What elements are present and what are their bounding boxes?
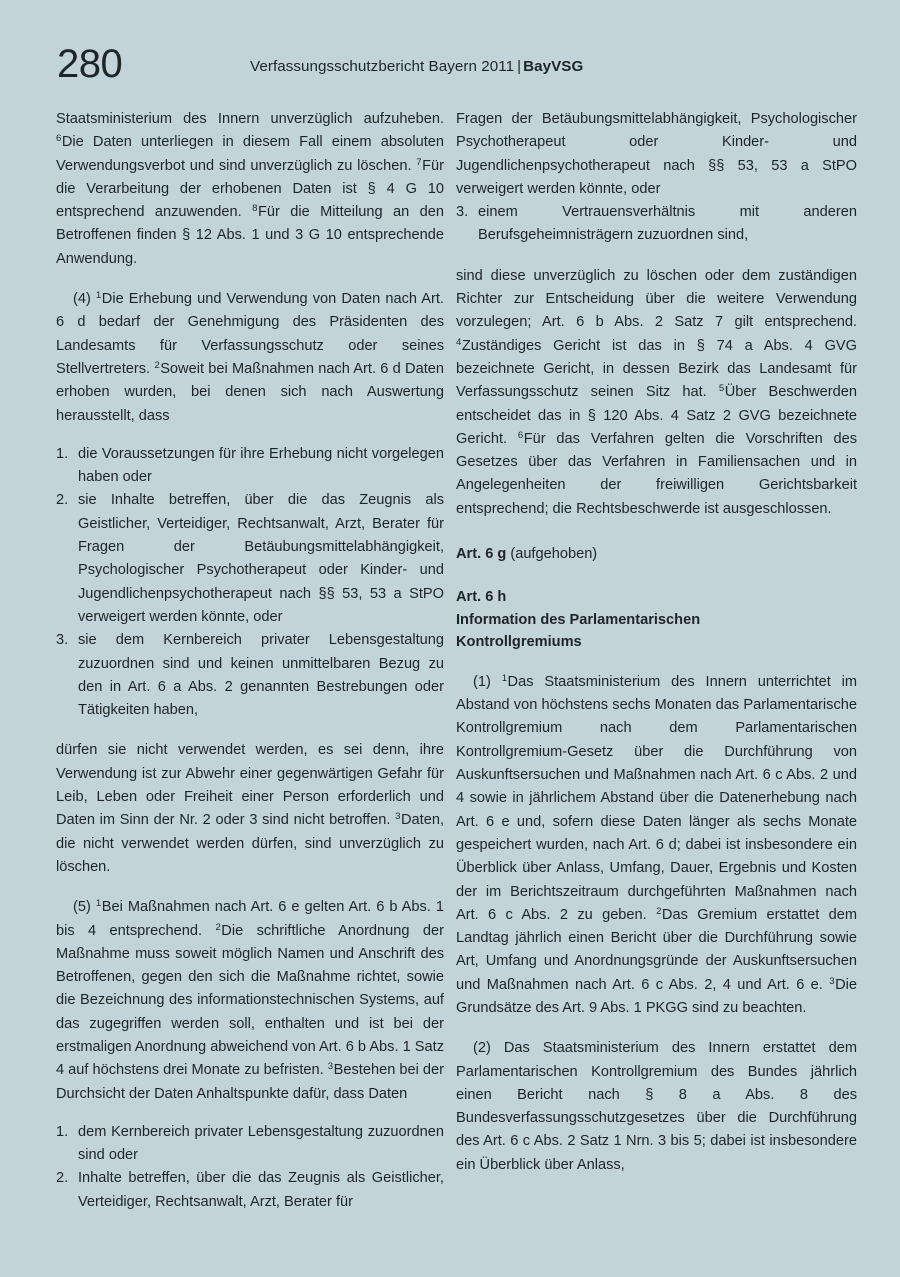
absatz-4-after-text-b: Daten, die nicht verwendet werden dürfen, sind unverzüglich zu löschen.	[56, 812, 444, 875]
absatz-5-text-c: Bestehen bei der Durchsicht der Daten Anhaltspunkte dafür, dass Daten	[56, 1062, 444, 1102]
heading-art-6h-title-line-2: Kontrollgremiums	[456, 634, 582, 651]
satz-marker-2: 2	[154, 359, 160, 371]
heading-art-6h-article: Art. 6 h	[456, 589, 507, 606]
list-item	[56, 489, 444, 629]
absatz-4-text-b: Soweit bei Maßnahmen nach Art. 6 d Daten erhoben wurden, bei denen sich nach Auswertung herausstellt, dass	[56, 360, 444, 424]
list-item	[56, 443, 444, 490]
absatz-4-after-text-a: dürfen sie nicht verwendet werden, es sei denn, ihre Verwendung ist zur Abwehr einer gegenwärtigen Gefahr für Leib, Leben oder Freiheit einer Person erforderlich und Daten im Sinn der Nr. 2 oder 3 sind nicht betroffen.	[56, 742, 444, 829]
para-continued-text-2: Die Daten unterliegen in diesem Fall einem absoluten Verwendungsverbot und sind unverzüglich zu löschen.	[56, 134, 444, 174]
absatz-4-list	[56, 443, 444, 723]
absatz-2-marker: (2)	[473, 1040, 491, 1057]
list-item-text: einem Vertrauensverhältnis mit anderen Berufsgeheimnisträgern zuzuordnen sind,	[478, 204, 857, 244]
list-item-number: 2.	[56, 492, 69, 509]
footnote-marker-6: 6	[56, 133, 62, 145]
absatz-1-marker: (1)	[473, 673, 491, 690]
paragraph-absatz-5	[56, 896, 444, 1106]
paragraph-absatz-4-closing	[56, 739, 444, 879]
paragraph-absatz-4	[56, 288, 444, 428]
satz-marker-1: 1	[95, 898, 102, 910]
absatz-5-text-a: Bei Maßnahmen nach Art. 6 e gelten Art. 6 b Abs. 1 bis 4 entsprechend.	[56, 899, 444, 939]
para-continued-text-4: Für die Mitteilung an den Betroffenen finden § 12 Abs. 1 und 3 G 10 entsprechende Anwendung.	[56, 204, 445, 267]
heading-art-6g-article: Art. 6 g	[456, 546, 507, 563]
paragraph-continued	[56, 108, 444, 271]
heading-art-6g	[456, 543, 857, 566]
list-item-text: dem Kernbereich privater Lebensgestaltung zuzuordnen sind oder	[78, 1123, 444, 1164]
para-continued-text-1: Staatsministerium des Innern unverzüglich aufzuheben.	[56, 111, 444, 127]
satz-marker-1: 1	[501, 672, 508, 684]
list-item-number: 1.	[56, 1123, 69, 1140]
absatz-4-marker: (4)	[73, 291, 91, 308]
absatz-1-text-a: Das Staatsministerium des Innern unterrichtet im Abstand von höchstens sechs Monaten das Parlamentarische Kontrollgremium nach dem Parlamentarischen Kontrollgremium-Gesetz über die Durchführung von Auskunftsersuchen und Maßnahmen nach Art. 6 c Abs. 2 und 4 sowie in jährlichem Abstand über die Datenerhebung nach Art. 6 e und, sofern diese Daten länger als sechs Monate gespeichert wurden, nach Art. 6 d; dabei ist insbesondere ein Überblick über Anlass, Umfang, Dauer, Ergebnis und Kosten der im Berichtszeitraum durchgeführten Maßnahmen nach Art. 6 c Abs. 2 zu geben.	[456, 673, 857, 923]
absatz-5-list	[56, 1121, 444, 1214]
satz-marker-5: 5	[718, 383, 725, 395]
absatz-5-text-b: Die schriftliche Anordnung der Maßnahme muss soweit möglich Namen und Anschrift des Betroffenen, gegen den sich die Maßnahme richtet, sowie die Bezeichnung des informationstechnischen Systems, auf das zugegriffen werden soll, enthalten und ist bei der erstmaligen Anordnung abweichend von Art. 6 b Abs. 1 Satz 4 auf höchstens drei Monate zu befristen.	[56, 922, 444, 1079]
list-item-number: 3.	[56, 632, 69, 649]
absatz-5-marker: (5)	[73, 899, 91, 916]
footnote-marker-7: 7	[416, 156, 422, 168]
list-item	[56, 1121, 444, 1168]
after-list-text-c: Über Beschwerden entscheidet das in § 120 Abs. 4 Satz 2 GVG bezeichnete Gericht.	[456, 384, 857, 447]
left-column	[56, 108, 444, 1214]
paragraph-absatz-1	[456, 671, 857, 1020]
heading-art-6h-title-line-1: Information des Parlamentarischen	[456, 611, 701, 628]
list-item-text: die Voraussetzungen für ihre Erhebung nicht vorgelegen haben oder	[78, 445, 444, 486]
satz-marker-4: 4	[456, 336, 462, 348]
heading-art-6h	[456, 586, 857, 654]
after-list-text-d: Für das Verfahren gelten die Vorschriften des Gesetzes über das Verfahren in Familiensachen und in Angelegenheiten der freiwilligen Gerichtsbarkeit entsprechend; die Rechtsbeschwerde ist ausgeschlossen.	[456, 430, 858, 517]
after-list-text-b: Zuständiges Gericht ist das in § 74 a Abs. 4 GVG bezeichnete Gericht, in dessen Bezirk das Landesamt für Verfassungsschutz seinen Sitz hat.	[456, 337, 857, 401]
paragraph-absatz-2	[456, 1037, 857, 1177]
list-item-number: 1.	[56, 445, 69, 462]
satz-marker-1: 1	[95, 290, 102, 302]
satz-marker-6: 6	[517, 429, 524, 441]
list-item-number: 3.	[456, 204, 469, 221]
page-number: 280	[57, 42, 123, 86]
list-item	[456, 201, 857, 248]
list-item-text: Fragen der Betäubungsmittelabhängigkeit, Psychologischer Psychotherapeut oder Kinder- und Jugendlichenpsychotherapeut nach §§ 53, 53 a StPO verweigert werden könnte, oder	[456, 111, 857, 197]
list-continued-from-left-column	[456, 108, 857, 248]
list-item	[56, 1167, 444, 1214]
heading-art-6g-note: (aufgehoben)	[510, 546, 598, 563]
list-item-text: Inhalte betreffen, über die das Zeugnis als Geistlicher, Verteidiger, Rechtsanwalt, Arzt, Berater für	[78, 1170, 444, 1210]
list-item-text: sie dem Kernbereich privater Lebensgestaltung zuzuordnen sind und keinen unmittelbaren Bezug zu den in Art. 6 a Abs. 2 genannten Bestrebungen oder Tätigkeiten haben,	[78, 632, 444, 719]
absatz-1-text-c: Die Grundsätze des Art. 9 Abs. 1 PKGG sind zu beachten.	[456, 976, 857, 1016]
para-continued-text-3: Für die Verarbeitung der erhobenen Daten ist § 4 G 10 entsprechend anzuwenden.	[56, 157, 444, 221]
satz-marker-2: 2	[656, 905, 662, 917]
absatz-1-text-b: Das Gremium erstattet dem Landtag jährlich einen Bericht über die Durchführung sowie Art, Umfang und Anordnungsgründe der Auskunftsersuchen und Maßnahmen nach Art. 6 c Abs. 2, 4 und Art. 6 e.	[456, 906, 858, 993]
paragraph-after-list	[456, 265, 857, 521]
satz-marker-2: 2	[215, 921, 221, 933]
satz-marker-3: 3	[395, 811, 401, 823]
list-item	[56, 629, 444, 722]
running-head-title	[250, 58, 583, 76]
footnote-marker-8: 8	[252, 203, 258, 215]
running-head	[0, 0, 900, 100]
running-head-separator: |	[517, 58, 522, 75]
running-head-report-title: Verfassungsschutzbericht Bayern 2011	[250, 58, 515, 75]
absatz-4-text-a: Die Erhebung und Verwendung von Daten nach Art. 6 d bedarf der Genehmigung des Präsidenten des Landesamts für Verfassungsschutz oder seines Stellvertreters.	[56, 291, 444, 377]
list-item-continuation	[456, 108, 857, 201]
list-item-number: 2.	[56, 1170, 69, 1187]
running-head-section: BayVSG	[523, 58, 584, 75]
after-list-text-a: sind diese unverzüglich zu löschen oder dem zuständigen Richter zur Entscheidung über die weitere Verwendung vorzulegen; Art. 6 b Abs. 2 Satz 7 gilt entsprechend.	[456, 267, 857, 331]
list-item-text: sie Inhalte betreffen, über die das Zeugnis als Geistlicher, Verteidiger, Rechtsanwalt, Arzt, Berater für Fragen der Betäubungsmittelabhängigkeit, Psychologischer Psychotherapeut oder Kinder- und Jugendlichenpsychotherapeut nach §§ 53, 53 a StPO verweigert werden könnte, oder	[78, 492, 444, 625]
satz-marker-3: 3	[829, 975, 835, 987]
satz-marker-3: 3	[327, 1061, 334, 1073]
absatz-2-text: Das Staatsministerium des Innern erstattet dem Parlamentarischen Kontrollgremium des Bundes jährlich einen Bericht nach § 8 a Abs. 8 des Bundesverfassungsschutzgesetzes über die Durchführung des Art. 6 c Abs. 2 Satz 1 Nrn. 3 bis 5; dabei ist insbesondere ein Überblick über Anlass,	[456, 1040, 857, 1173]
right-column	[456, 108, 857, 1177]
